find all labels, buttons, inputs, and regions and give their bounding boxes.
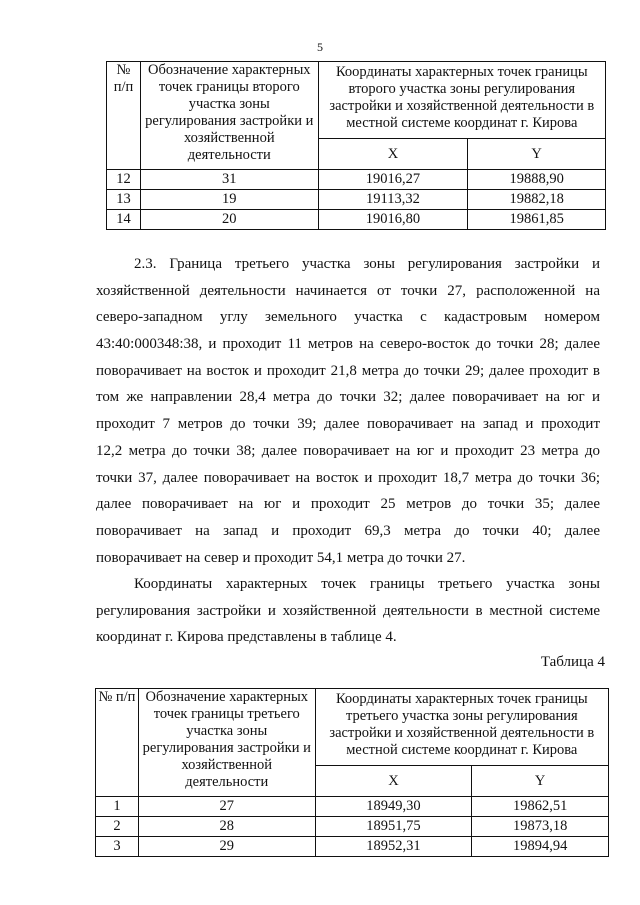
table-row (96, 817, 609, 837)
paragraph-table-reference (96, 571, 600, 651)
row-x: 18951,75 (315, 817, 472, 837)
table-row (96, 797, 609, 817)
table-caption: Таблица 4 (540, 654, 605, 670)
row-x: 19016,80 (318, 210, 468, 230)
row-point: 27 (138, 797, 315, 817)
text-line: поворачивает на запад и проходит 69,3 метра до точки 40; далее (96, 522, 600, 539)
table-row (107, 170, 606, 190)
row-y: 19873,18 (472, 817, 609, 837)
paragraph-boundary-description (96, 251, 600, 571)
row-x: 19016,27 (318, 170, 468, 190)
text-line: хозяйственной деятельности начинается от точки 27, расположенной на (96, 282, 600, 299)
header-coordinates: Координаты характерных точек границы второго участка зоны регулирования застройки и хозяйственной деятельности в местной системе координат г. Кирова (318, 62, 605, 139)
text-line: Координаты характерных точек границы третьего участка зоны (134, 576, 600, 592)
text-line: северо-западном углу земельного участка с кадастровым номером (96, 309, 600, 326)
row-x: 18949,30 (315, 797, 472, 817)
row-y: 19862,51 (472, 797, 609, 817)
text-line: регулирования застройки и хозяйственной деятельности в местной системе (96, 602, 600, 619)
row-number: 13 (107, 190, 141, 210)
row-number: 14 (107, 210, 141, 230)
row-x: 18952,31 (315, 837, 472, 857)
text-line: координат г. Кирова представлены в таблице 4. (96, 629, 397, 646)
text-line: поворачивает на север и проходит 54,1 метра до точки 27. (96, 549, 466, 566)
header-number: № п/п (107, 62, 141, 170)
header-number: № п/п (96, 689, 139, 797)
row-point: 28 (138, 817, 315, 837)
row-point: 29 (138, 837, 315, 857)
text-line: том же направлении 28,4 метра до точки 32; далее поворачивает на юг и (96, 389, 600, 406)
row-y: 19894,94 (472, 837, 609, 857)
header-point-designation: Обозначение характерных точек границы второго участка зоны регулирования застройки и хозяйственной деятельности (140, 62, 318, 170)
header-y: Y (468, 139, 606, 170)
header-y: Y (472, 766, 609, 797)
table-row (96, 837, 609, 857)
row-x: 19113,32 (318, 190, 468, 210)
table-row (107, 190, 606, 210)
row-number: 3 (96, 837, 139, 857)
row-number: 1 (96, 797, 139, 817)
header-coordinates: Координаты характерных точек границы третьего участка зоны регулирования застройки и хозяйственной деятельности в местной системе координат г. Кирова (315, 689, 608, 766)
text-line: точки 37, далее поворачивает на восток и проходит 18,7 метра до точки 36; (96, 469, 600, 486)
header-x: X (318, 139, 468, 170)
text-line: проходит 7 метров до точки 39; далее поворачивает на запад и проходит (96, 416, 600, 433)
header-point-designation: Обозначение характерных точек границы третьего участка зоны регулирования застройки и хозяйственной деятельности (138, 689, 315, 797)
row-point: 20 (140, 210, 318, 230)
text-line: 43:40:000348:38, и проходит 11 метров на северо-восток до точки 28; далее (96, 336, 600, 353)
coordinates-table-zone-3 (95, 688, 609, 857)
row-point: 31 (140, 170, 318, 190)
row-y: 19888,90 (468, 170, 606, 190)
text-line: поворачивает на восток и проходит 21,8 метра до точки 29; далее проходит в (96, 362, 600, 379)
page-number: 5 (317, 40, 323, 54)
row-number: 2 (96, 817, 139, 837)
row-y: 19861,85 (468, 210, 606, 230)
row-point: 19 (140, 190, 318, 210)
header-x: X (315, 766, 472, 797)
text-line: 2.3. Граница третьего участка зоны регулирования застройки и (134, 256, 600, 272)
row-number: 12 (107, 170, 141, 190)
coordinates-table-zone-2 (106, 61, 606, 230)
row-y: 19882,18 (468, 190, 606, 210)
table-row (107, 210, 606, 230)
text-line: далее поворачивает на юг и проходит 25 метров до точки 35; далее (96, 496, 600, 513)
text-line: 12,2 метра до точки 38; далее поворачивает на юг и проходит 23 метра до (96, 442, 600, 459)
